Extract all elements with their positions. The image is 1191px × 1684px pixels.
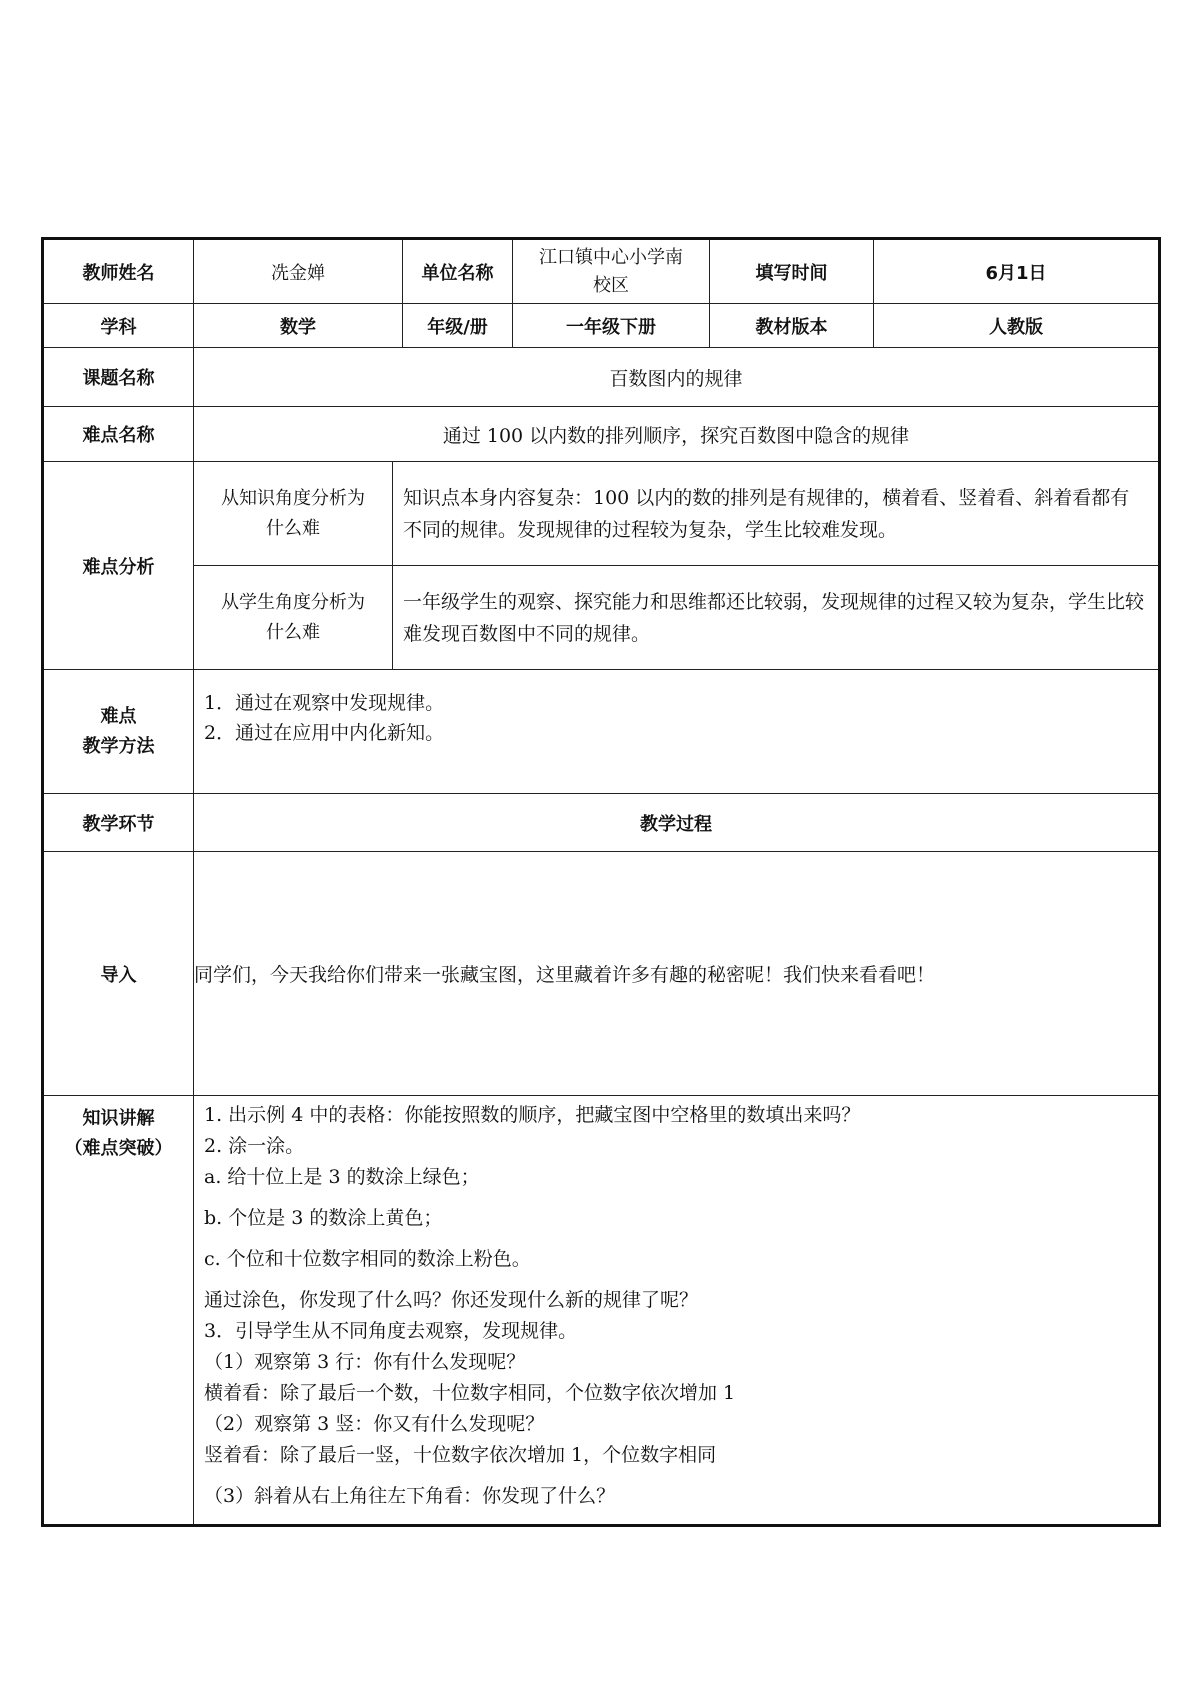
intro-text: 同学们，今天我给你们带来一张藏宝图，这里藏着许多有趣的秘密呢！我们快来看看吧！ (194, 852, 1160, 1096)
method-label-line2: 教学方法 (82, 735, 155, 757)
knowledge-label-line1: 知识讲解 (82, 1108, 155, 1129)
stage-label: 教学环节 (43, 794, 194, 852)
unit-name-label: 单位名称 (403, 239, 513, 304)
topic-value: 百数图内的规律 (194, 348, 1160, 407)
lesson-plan-sheet (41, 237, 1158, 1537)
knowledge-angle-label: 从知识角度分析为什么难 (194, 462, 393, 566)
knowledge-line: 3．引导学生从不同角度去观察，发现规律。 (204, 1320, 578, 1342)
process-header-row (43, 794, 1160, 852)
header-row-2 (43, 304, 1160, 348)
method-row (43, 670, 1160, 794)
method-item: 2．通过在应用中内化新知。 (204, 722, 445, 744)
edition-label: 教材版本 (710, 304, 874, 348)
knowledge-row (43, 1096, 1160, 1526)
method-list (194, 670, 1160, 794)
fill-date-value: 6月1日 (874, 239, 1160, 304)
edition-value: 人教版 (874, 304, 1160, 348)
knowledge-line: 1. 出示例 4 中的表格：你能按照数的顺序，把藏宝图中空格里的数填出来吗？ (204, 1104, 861, 1126)
analysis-row-student (43, 566, 1160, 670)
topic-row (43, 348, 1160, 407)
knowledge-label-line2: （难点突破） (64, 1138, 173, 1159)
subject-label: 学科 (43, 304, 194, 348)
analysis-row-knowledge (43, 462, 1160, 566)
knowledge-line: （3）斜着从右上角往左下角看：你发现了什么？ (204, 1485, 616, 1507)
subject-value: 数学 (194, 304, 403, 348)
student-angle-text: 一年级学生的观察、探究能力和思维都还比较弱，发现规律的过程又较为复杂，学生比较难发现百数图中不同的规律。 (393, 566, 1160, 670)
grade-label: 年级/册 (403, 304, 513, 348)
knowledge-line: b. 个位是 3 的数涂上黄色； (204, 1207, 443, 1229)
unit-name-value: 江口镇中心小学南校区 (513, 239, 710, 304)
teacher-name-value: 冼金婵 (194, 239, 403, 304)
knowledge-line: 通过涂色，你发现了什么吗？你还发现什么新的规律了呢？ (204, 1289, 699, 1311)
knowledge-line: 2. 涂一涂。 (204, 1135, 305, 1157)
difficulty-value: 通过 100 以内数的排列顺序，探究百数图中隐含的规律 (194, 407, 1160, 462)
knowledge-line: （1）观察第 3 行：你有什么发现呢？ (204, 1351, 526, 1373)
difficulty-row (43, 407, 1160, 462)
intro-row (43, 852, 1160, 1096)
analysis-label: 难点分析 (43, 462, 194, 670)
knowledge-line: 竖着看：除了最后一竖，十位数字依次增加 1，个位数字相同 (204, 1444, 717, 1466)
process-label: 教学过程 (194, 794, 1160, 852)
topic-label: 课题名称 (43, 348, 194, 407)
knowledge-body (194, 1096, 1160, 1526)
fill-date-label: 填写时间 (710, 239, 874, 304)
header-row-1 (43, 239, 1160, 304)
grade-value: 一年级下册 (513, 304, 710, 348)
teacher-name-label: 教师姓名 (43, 239, 194, 304)
knowledge-line: a. 给十位上是 3 的数涂上绿色； (204, 1166, 480, 1188)
knowledge-line: 横着看：除了最后一个数，十位数字相同，个位数字依次增加 1 (204, 1382, 736, 1404)
method-item: 1．通过在观察中发现规律。 (204, 692, 445, 714)
knowledge-angle-text: 知识点本身内容复杂：100 以内的数的排列是有规律的，横着看、竖着看、斜着看都有不同的规律。发现规律的过程较为复杂，学生比较难发现。 (393, 462, 1160, 566)
knowledge-label (43, 1096, 194, 1526)
lesson-plan-table (41, 237, 1161, 1527)
student-angle-label: 从学生角度分析为什么难 (194, 566, 393, 670)
intro-label: 导入 (43, 852, 194, 1096)
difficulty-label: 难点名称 (43, 407, 194, 462)
method-label (43, 670, 194, 794)
knowledge-line: （2）观察第 3 竖：你又有什么发现呢？ (204, 1413, 545, 1435)
method-label-line1: 难点 (100, 705, 137, 727)
knowledge-line: c. 个位和十位数字相同的数涂上粉色。 (204, 1248, 531, 1270)
